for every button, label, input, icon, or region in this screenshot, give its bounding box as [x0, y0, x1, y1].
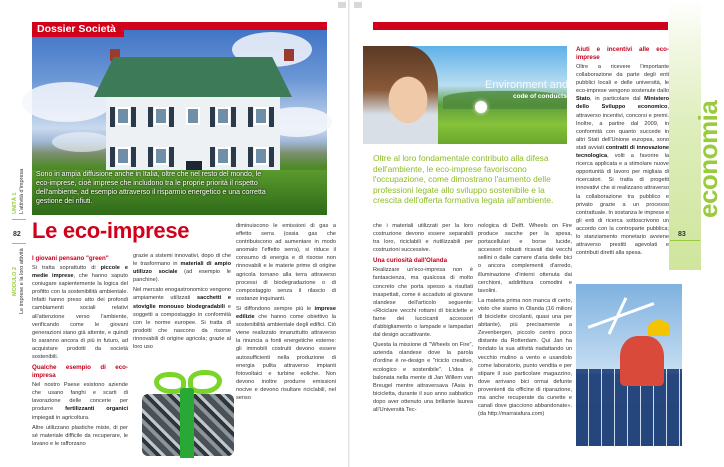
paragraph: che i materiali utilizzati per la loro costruzione devono essere separabili tra loro, riciclabili e riutilizzabili per costruzioni successive.: [373, 223, 473, 254]
side-module-label: MODULO 2: [12, 266, 18, 296]
page-number: 82: [13, 231, 21, 238]
child-dandelion-photo: [373, 46, 600, 144]
solar-worker-photo: [576, 284, 682, 446]
left-page: [0, 0, 350, 467]
crop-mark: [354, 2, 362, 8]
page-number: 83: [678, 231, 686, 238]
recycled-gift-image: [140, 364, 236, 461]
right-page: [350, 0, 723, 467]
text-column-1: [373, 222, 473, 416]
subheading: Aiuti e incentivi alle eco-imprese: [576, 46, 669, 61]
paragraph: Si diffondono sempre più le imprese edilizie che hanno come obiettivo la sostenibilità ambientale degli edifici. Ciò viene realizzato innanzitutto attraverso la rinuncia a fonti energetiche esterne: gli immobili costruiti devono essere autosufficienti nella produzione di energia pulita attraverso impianti fotovoltaici e turbine eoliche. Non devono inoltre produrre emissioni nocive e devono risultare riciclabili, nel senso: [236, 305, 336, 401]
crop-mark: [338, 2, 346, 8]
text-column-1: [32, 252, 128, 450]
page-title: Le eco-imprese: [32, 218, 190, 243]
subheading: Una curiosità dall'Olanda: [373, 257, 448, 265]
photo-subtitle: code of conducts: [513, 93, 567, 100]
paragraph: diminuiscono le emissioni di gas a effetto serra (ossia gas che contribuiscono ad aumentare in modo anomalo l'effetto serra), si riduce il consumo di energia e di risorse non rinnovabili e le materie prime di origine agricola tornano alla terra attraverso processi di biodegradazione o di compostaggio senza il rilascio di sostanze inquinanti.: [236, 223, 336, 302]
divider: [12, 219, 26, 220]
paragraph: Altre utilizzano plastiche miste, di per sé materiale difficile da recuperare, le lavano e le rafforzano: [32, 424, 128, 447]
side-module-title: Le imprese e la loro attività: [19, 248, 25, 314]
paragraph: nologica di Delft. Wheels on Fire produce sacche per la spesa, portacellulari e borse lucide, accessori robusti ricavati dai vecchi sellini o dalle camere d'aria delle bici o ancora complementi d'arredo, illuminazione d'interni ottenuta dai cerchioni, addirittura comodini e tavolini.: [478, 223, 572, 294]
subheading: I giovani pensano "green": [32, 255, 109, 262]
house-illustration: [94, 57, 292, 182]
text-column-3: [576, 46, 669, 259]
section-label: economia: [693, 100, 723, 218]
section-bar: [373, 22, 668, 30]
lead-paragraph: Oltre al loro fondamentale contributo alla difesa dell'ambiente, le eco-imprese favoriscono l'occupazione, come dimostrano l'aumento delle professioni legate allo sviluppo sostenibile e la crescita dell'offerta formativa legata all'ambiente.: [373, 153, 554, 205]
text-column-2: [478, 222, 572, 420]
divider: [12, 243, 26, 244]
paragraph: Realizzare un'eco-impresa non è fantascienza, ma qualcosa di molto concreto che porta spesso a risultati inaspettati, come è accaduto al giovane olandese dell'articolo seguente: «Riciclare vecchi rottami di biciclette e farne dei luccicanti accessori d'abbigliamento o lampade e lampadari dal design accattivante.: [373, 267, 473, 339]
section-tab: Dossier Società: [32, 22, 124, 37]
paragraph: Oltre a ricevere l'importante collaborazione da parte degli enti pubblici locali e delle università, le eco-imprese vengono sostenute dallo Stato, in particolare dal Ministero dello Sviluppo economico, attraverso incentivi, concorsi e premi. Inoltre, a partire dal 2009, in conformità con quanto succede in altri Stati dell'Unione europea, sono stati avviati contratti di innovazione tecnologica, volti a favorire la ricerca applicata e a stimolare nuove opportunità di lavoro per migliaia di ricercatori. Si tratta di progetti innovativi che si realizzano attraverso la collaborazione tra pubblico e privato grazie a un processo contrattuale. In sostanza le imprese e gli enti di ricerca sottoscrivono un accordo con la controparte pubblica; lo stanziamento monetario avviene attraverso prestiti agevolati e contributi diretti alla spesa.: [576, 64, 669, 257]
side-unit-title: L'attività d'impresa: [19, 168, 25, 214]
paragraph: Nel nostro Paese esistono aziende che usano fanghi e scarti di lavorazione delle concerie per produrre fertilizzanti organici impiegati in agricoltura.: [32, 382, 129, 421]
text-column-3: [236, 222, 336, 404]
divider: [670, 240, 700, 241]
side-navigation: [0, 0, 28, 467]
paragraph: grazie a sistemi innovativi, dopo di che le trasformano in materiali di ampio utilizzo sociale (ad esempio le panchine).: [133, 253, 231, 284]
hero-caption: Sono in ampia diffusione anche in Italia, oltre che nel resto del mondo, le eco-imprese, cioè imprese che includono tra le proprie priorità il rispetto dell'ambiente, ad esempio attraverso il risparmio energetico e una corretta gestione dei rifiuti.: [36, 171, 266, 205]
paragraph: Nel mercato enogastronomico vengono ampiamente utilizzati sacchetti e stoviglie monouso biodegradabili e soggetti a compostaggio in conformità con le norme europee. Si tratta di prodotti che nascono da risorse rinnovabili di origine agricola; grazie al loro uso: [133, 287, 231, 351]
photo-title: Environment and ethics: [485, 79, 600, 91]
paragraph: La materia prima non manca di certo, visto che siamo in Olanda (16 milioni di biciclette circolanti, quasi una per abitante), più precisamente a Zevenbergen, piccolo centro poco distante da Rotterdam. Qui Jan ha fondato la sua attività riadattando un vecchio mulino a vento e usandolo come laboratorio, punto vendita e per stipare il suo particolare magazzino, dove arrivano bici ormai defunte provenienti da officine di riparazione, ma anche recuperate da cunette e canali dove giacciono abbandonate». (da http://marraiafura.com): [478, 297, 572, 418]
paragraph: Si tratta soprattutto di piccole e medie imprese, che hanno saputo coniugare sapientemente la logica del profitto con la sostenibilità ambientale. Infatti hanno preso atto dei profondi cambiamenti sociali relativi all'attenzione verso l'ambiente, verificando come le giovani generazioni siano già attente, e quindi lo saranno ancora di più in futuro, ad acquistare prodotti da società sostenibili.: [32, 265, 128, 361]
subheading: Qualche esempio di eco-impresa: [32, 364, 128, 380]
paragraph: Questa la missione di "Wheels on Fire", azienda olandese dove la parola d'ordine è re-design e "riciclo creativo, ecologico e sostenibile". L'idea è balonata nella mente di Jan Willem van Breugel mentre attraversava l'Asia in bicicletta, durante il suo anno sabbatico dopo aver ottenuto una brillante laurea all'Università Tec-: [373, 342, 473, 413]
text-column-2: [133, 252, 231, 353]
side-unit-label: UNITÀ 1: [12, 192, 18, 214]
